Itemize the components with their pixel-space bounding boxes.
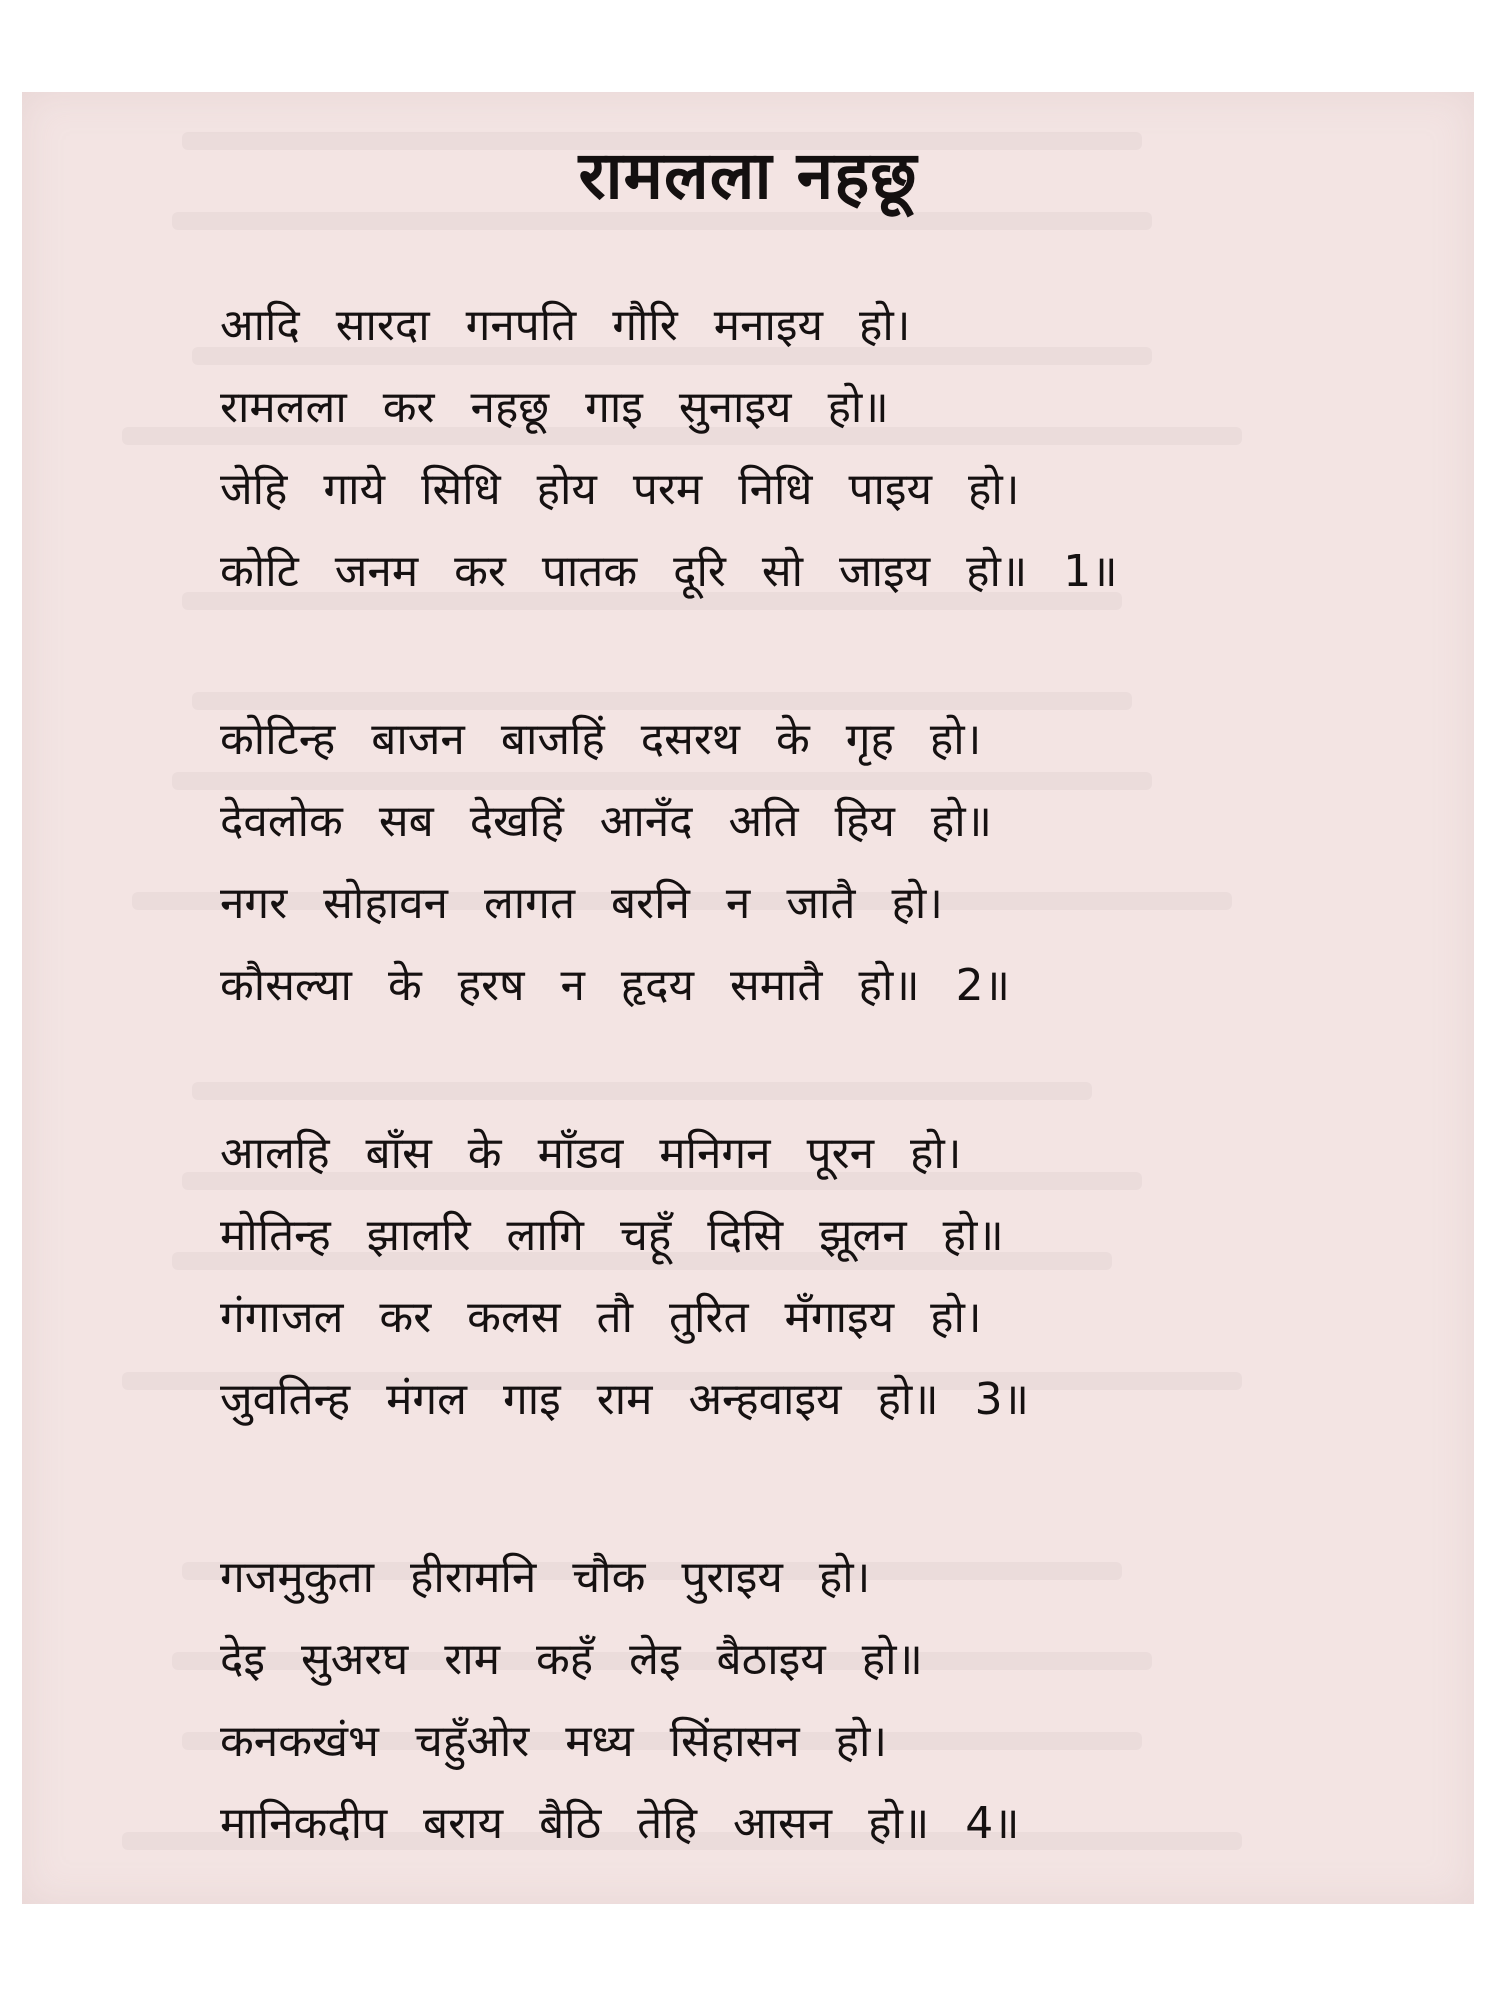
stanza-3 (220, 1113, 1220, 1441)
verse-line: नगर सोहावन लागत बरनि न जातै हो। (220, 878, 943, 929)
verse-line: रामलला कर नहछू गाइ सुनाइय हो॥ (220, 382, 889, 433)
verse-line: कोटि जनम कर पातक दूरि सो जाइय हो॥ 1॥ (220, 546, 1118, 597)
verse-line: देवलोक सब देखहिं आनँद अति हिय हो॥ (220, 796, 992, 847)
verse-line: कोटिन्ह बाजन बाजहिं दसरथ के गृह हो। (220, 714, 982, 765)
stanza-4 (220, 1537, 1220, 1865)
verse-line: मानिकदीप बराय बैठि तेहि आसन हो॥ 4॥ (220, 1798, 1020, 1849)
poem-title: रामलला नहछू (578, 137, 918, 214)
verse-line: आलहि बाँस के माँडव मनिगन पूरन हो। (220, 1128, 962, 1179)
verse-line: जेहि गाये सिधि होय परम निधि पाइय हो। (220, 464, 1020, 515)
verse-line: कौसल्या के हरष न हृदय समातै हो॥ 2॥ (220, 960, 1010, 1011)
verse-line: मोतिन्ह झालरि लागि चहूँ दिसि झूलन हो॥ (220, 1210, 1004, 1261)
verse-line: गंगाजल कर कलस तौ तुरित मँगाइय हो। (220, 1292, 982, 1343)
verse-line: जुवतिन्ह मंगल गाइ राम अन्हवाइय हो॥ 3॥ (220, 1374, 1030, 1425)
verse-line: आदि सारदा गनपति गौरि मनाइय हो। (220, 300, 911, 351)
verse-line: गजमुकुता हीरामनि चौक पुराइय हो। (220, 1552, 871, 1603)
stanza-2 (220, 699, 1220, 1027)
verse-line: कनकखंभ चहुँओर मध्य सिंहासन हो। (220, 1716, 888, 1767)
verse-line: देइ सुअरघ राम कहँ लेइ बैठाइय हो॥ (220, 1634, 923, 1685)
stanza-1 (220, 285, 1220, 613)
book-page (22, 92, 1474, 1904)
